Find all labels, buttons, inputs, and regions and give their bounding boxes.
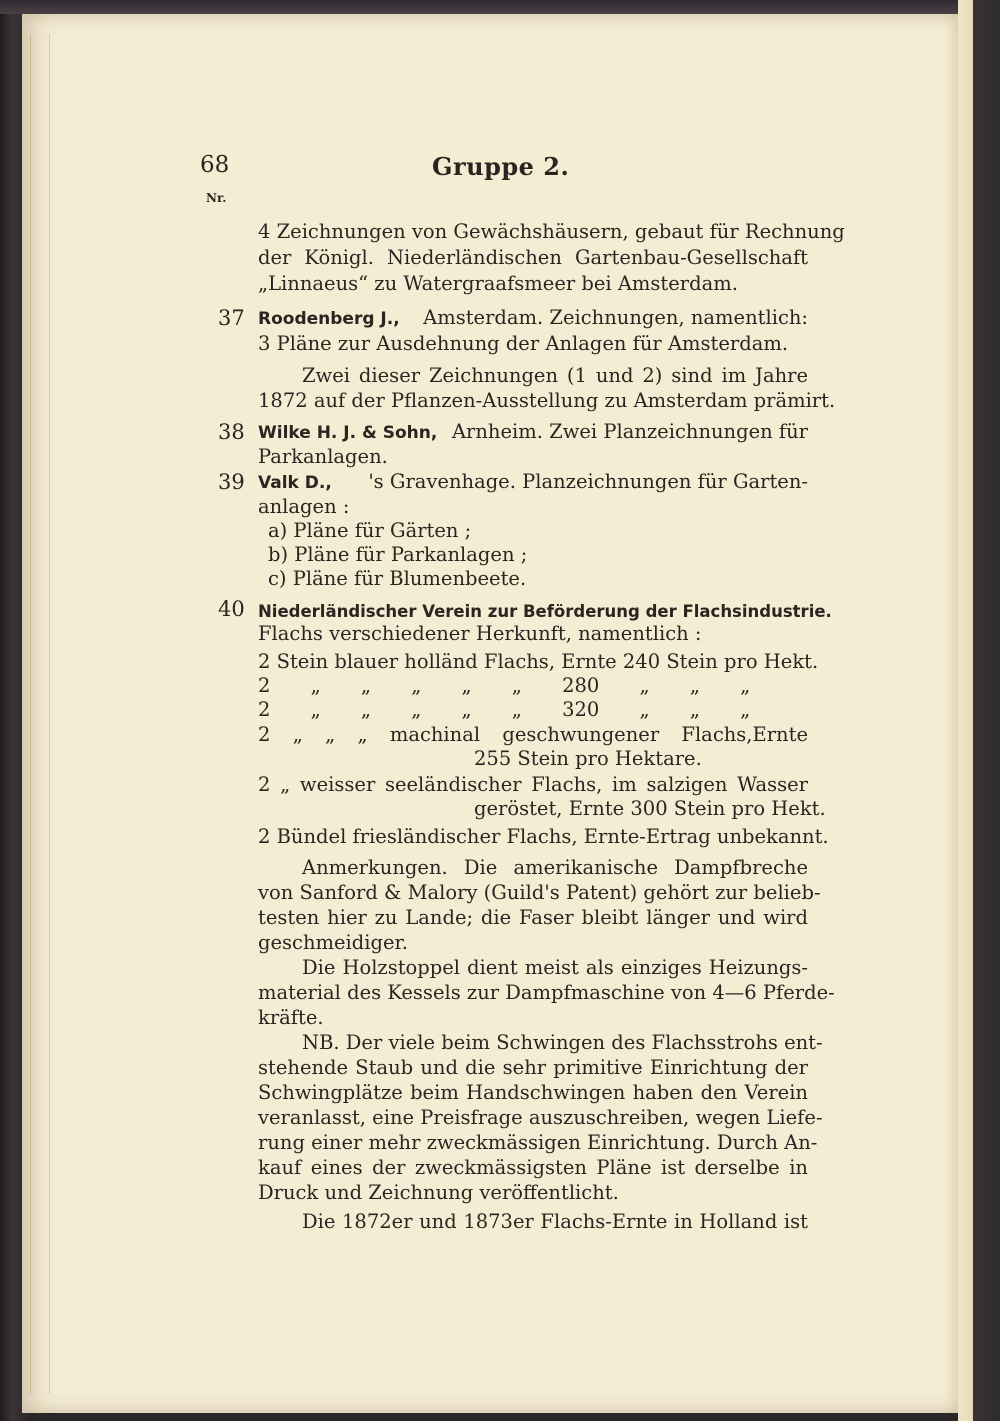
flax-row: 2 „ weisser seeländischer Flachs, im salzigen Wasser: [258, 773, 808, 796]
flax-row: 2 Stein blauer holländ Flachs, Ernte 240 Stein pro Hekt.: [258, 650, 819, 673]
note-line: stehende Staub und die sehr primitive Einrichtung der: [258, 1056, 808, 1079]
note-line: testen hier zu Lande; die Faser bleibt länger und wird: [258, 906, 808, 929]
next-page-edge: [958, 0, 1000, 1421]
entry-text: 's Gravenhage. Planzeichnungen für Garten-: [368, 470, 808, 493]
note-line: von Sanford & Malory (Guild's Patent) gehört zur belieb-: [258, 881, 821, 904]
gutter: [30, 34, 50, 1394]
text-line: „Linnaeus“ zu Watergraafsmeer bei Amsterdam.: [258, 272, 738, 295]
entry-line: [258, 420, 808, 445]
note-line: rung einer mehr zweckmässigen Einrichtung. Durch An-: [258, 1131, 818, 1154]
list-item: a) Pläne für Gärten ;: [268, 519, 472, 542]
flax-row: 2 „ „ „ „ „ 320 „ „ „: [258, 698, 751, 721]
exhibitor-name: Roodenberg J.,: [258, 309, 400, 329]
text-line: Flachs verschiedener Herkunft, namentlich :: [258, 622, 702, 645]
note-line: Druck und Zeichnung veröffentlicht.: [258, 1181, 619, 1204]
note-line: kräfte.: [258, 1006, 324, 1029]
page-header: [200, 152, 800, 192]
note-line: kauf eines der zweckmässigsten Pläne ist derselbe in: [258, 1156, 808, 1179]
entry-line: [258, 599, 832, 624]
running-title: Gruppe 2.: [432, 152, 570, 181]
note-line: NB. Der viele beim Schwingen des Flachsstrohs ent-: [302, 1031, 823, 1054]
note-line: veranlasst, eine Preisfrage auszuschreiben, wegen Liefe-: [258, 1106, 823, 1129]
text-line: der Königl. Niederländischen Gartenbau-Gesellschaft: [258, 246, 808, 269]
flax-row: 2 „ „ „ machinal geschwungener Flachs,Ernte: [258, 723, 808, 746]
note-line: Die Holzstoppel dient meist als einziges Heizungs-: [302, 956, 808, 979]
note-line: Anmerkungen. Die amerikanische Dampfbreche: [302, 856, 808, 879]
page-top-edge: [0, 0, 1000, 14]
entry-text: Arnheim. Zwei Planzeichnungen für: [451, 420, 808, 443]
entry-line: [258, 470, 808, 495]
note-line: Schwingplätze beim Handschwingen haben den Verein: [258, 1081, 808, 1104]
list-item: b) Pläne für Parkanlagen ;: [268, 543, 528, 566]
text-line: 1872 auf der Pflanzen-Ausstellung zu Amsterdam prämirt.: [258, 389, 836, 412]
flax-row-cont: 255 Stein pro Hektare.: [474, 747, 702, 770]
text-line: anlagen :: [258, 495, 350, 518]
exhibitor-name: Wilke H. J. & Sohn,: [258, 423, 438, 443]
text-line: 4 Zeichnungen von Gewächshäusern, gebaut für Rechnung: [258, 220, 845, 243]
text-line: Parkanlagen.: [258, 445, 388, 468]
entry-number: 40: [218, 597, 245, 621]
entry-line: [258, 306, 808, 331]
flax-row: 2 „ „ „ „ „ 280 „ „ „: [258, 674, 751, 697]
page-number: 68: [200, 152, 230, 178]
nr-label: Nr.: [206, 191, 227, 205]
entry-number: 37: [218, 306, 245, 330]
text-line: Zwei dieser Zeichnungen (1 und 2) sind im Jahre: [302, 364, 808, 387]
entry-number: 39: [218, 470, 245, 494]
note-line: Die 1872er und 1873er Flachs-Ernte in Holland ist: [302, 1210, 808, 1233]
exhibitor-name: Niederländischer Verein zur Beförderung der Flachsindustrie.: [258, 602, 832, 621]
entry-number: 38: [218, 420, 245, 444]
note-line: material des Kessels zur Dampfmaschine von 4—6 Pferde-: [258, 981, 835, 1004]
note-line: geschmeidiger.: [258, 931, 408, 954]
flax-row: 2 Bündel friesländischer Flachs, Ernte-Ertrag unbekannt.: [258, 825, 829, 848]
exhibitor-name: Valk D.,: [258, 473, 332, 493]
flax-row-cont: geröstet, Ernte 300 Stein pro Hekt.: [474, 797, 826, 820]
entry-text: Amsterdam. Zeichnungen, namentlich:: [423, 306, 808, 329]
text-line: 3 Pläne zur Ausdehnung der Anlagen für Amsterdam.: [258, 332, 789, 355]
list-item: c) Pläne für Blumenbeete.: [268, 567, 527, 590]
